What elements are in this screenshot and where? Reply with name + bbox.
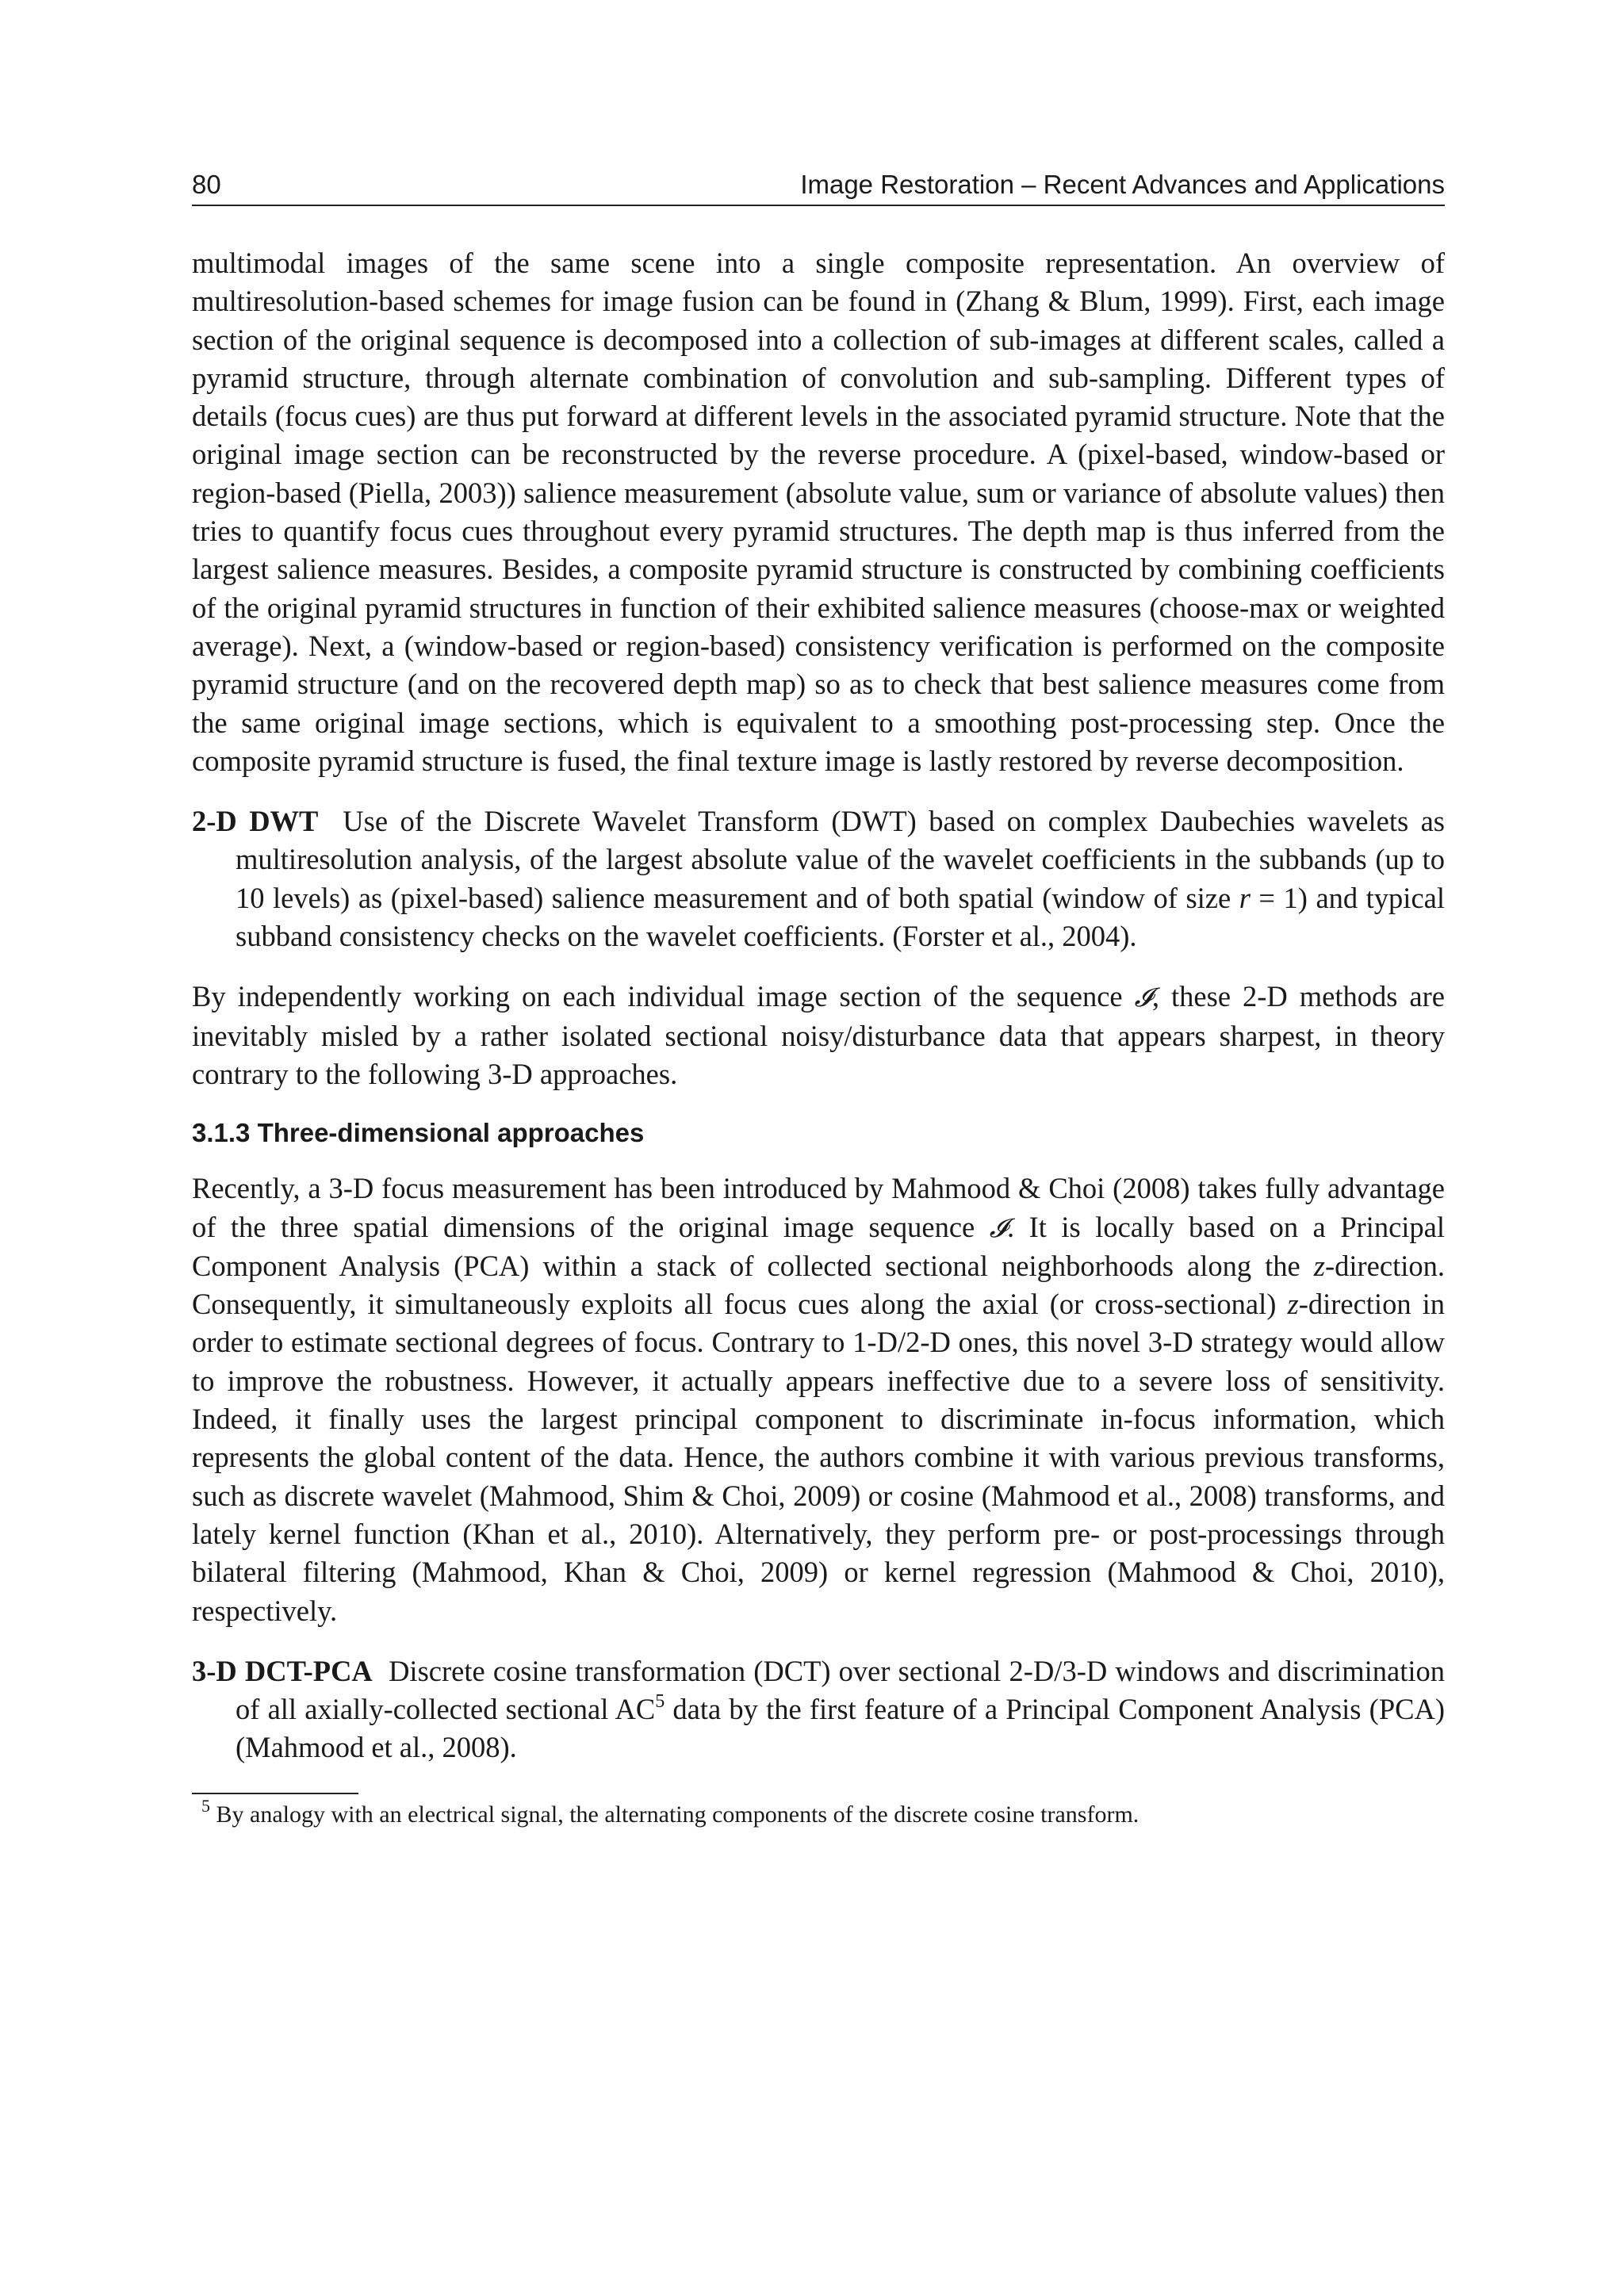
text-run: By independently working on each individual image section of the sequence [192,980,1135,1013]
method-description: Discrete cosine transformation (DCT) over sectional 2-D/3-D windows and discrimination of all axially-collected sectional AC [236,1654,1445,1726]
method-description: Use of the Discrete Wavelet Transform (DWT) based on complex Daubechies wavelets as multiresolution analysis, of the largest absolute value of the wavelet coefficients in the subbands (up to 10 levels) as (pixel-based) salience measurement and of both spatial (window of size [236,805,1446,914]
method-term: 3-D DCT-PCA [192,1654,373,1687]
variable-z: z [1313,1249,1325,1282]
variable-r: r [1239,881,1251,914]
paragraph-2d-limitations [192,978,1445,1093]
text-run: -direction. Consequently, it simultaneously exploits all focus cues along the axial (or cross-sectional) [192,1249,1445,1321]
method-item-3d-dct-pca [192,1652,1445,1767]
method-description-end: data by the first feature of a Principal Component Analysis (PCA) (Mahmood et al., 2008). [236,1693,1445,1764]
text-run: Recently, a 3-D focus measurement has been introduced by Mahmood & Choi (2008) takes fully advantage of the three spatial dimensions of the original image sequence [192,1172,1445,1243]
variable-z: z [1287,1288,1299,1321]
method-description-end: ) and typical subband consistency checks on the wavelet coefficients. (Forster et al., 2004). [236,881,1445,953]
paragraph-3d-approaches [192,1169,1445,1630]
text-run: . It is locally based on a Principal Component Analysis (PCA) within a stack of collected sectional neighborhoods along the [192,1210,1445,1282]
footnote-text: By analogy with an electrical signal, the alternating components of the discrete cosine transform. [210,1801,1139,1828]
body-text [192,244,1445,1831]
section-heading: 3.1.3 Three-dimensional approaches [192,1118,645,1148]
method-item-2d-dwt [192,802,1445,955]
equation-value: = 1 [1250,881,1298,914]
book-title: Image Restoration – Recent Advances and Applications [800,170,1445,199]
page-number: 80 [192,170,221,199]
sequence-symbol: 𝓘 [989,1212,1008,1243]
text-run: -direction in order to estimate sectional degrees of focus. Contrary to 1-D/2-D ones, this novel 3-D strategy would allow to improve the robustness. However, it actually appears ineffective due to a severe loss of sensitivity. Indeed, it finally uses the largest principal component to discriminate in-focus information, which represents the global content of the data. Hence, the authors combine it with various previous transforms, such as discrete wavelet (Mahmood, Shim & Choi, 2009) or cosine (Mahmood et al., 2008) transforms, and lately kernel function (Khan et al., 2010). Alternatively, they perform pre- or post-processings through bilateral filtering (Mahmood, Khan & Choi, 2009) or kernel regression (Mahmood & Choi, 2010), respectively. [192,1288,1446,1627]
text-run: , these 2-D methods are inevitably misled by a rather isolated sectional noisy/disturbance data that appears sharpest, in theory contrary to the following 3-D approaches. [192,980,1445,1090]
footnote-reference[interactable]: 5 [655,1690,665,1712]
footnote-mark: 5 [201,1795,210,1816]
sequence-symbol: 𝓘 [1134,982,1152,1013]
method-term: 2-D DWT [192,805,319,838]
footnote-divider [192,1793,358,1794]
running-header [192,165,1445,206]
footnote [192,1795,1445,1831]
paragraph-pyramid-fusion: multimodal images of the same scene into a single composite representation. An overview of multiresolution-based schemes for image fusion can be found in (Zhang & Blum, 1999). First, each image section of the original sequence is decomposed into a collection of sub-images at different scales, called a pyramid structure, through alternate combination of convolution and sub-sampling. Different types of details (focus cues) are thus put forward at different levels in the associated pyramid structure. Note that the original image section can be reconstructed by the reverse procedure. A (pixel-based, window-based or region-based (Piella, 2003)) salience measurement (absolute value, sum or variance of absolute values) then tries to quantify focus cues throughout every pyramid structures. The depth map is thus inferred from the largest salience measures. Besides, a composite pyramid structure is constructed by combining coefficients of the original pyramid structures in function of their exhibited salience measures (choose-max or weighted average). Next, a (window-based or region-based) consistency verification is performed on the composite pyramid structure (and on the recovered depth map) so as to check that best salience measures come from the same original image sections, which is equivalent to a smoothing post-processing step. Once the composite pyramid structure is fused, the final texture image is lastly restored by reverse decomposition. [192,247,1445,777]
